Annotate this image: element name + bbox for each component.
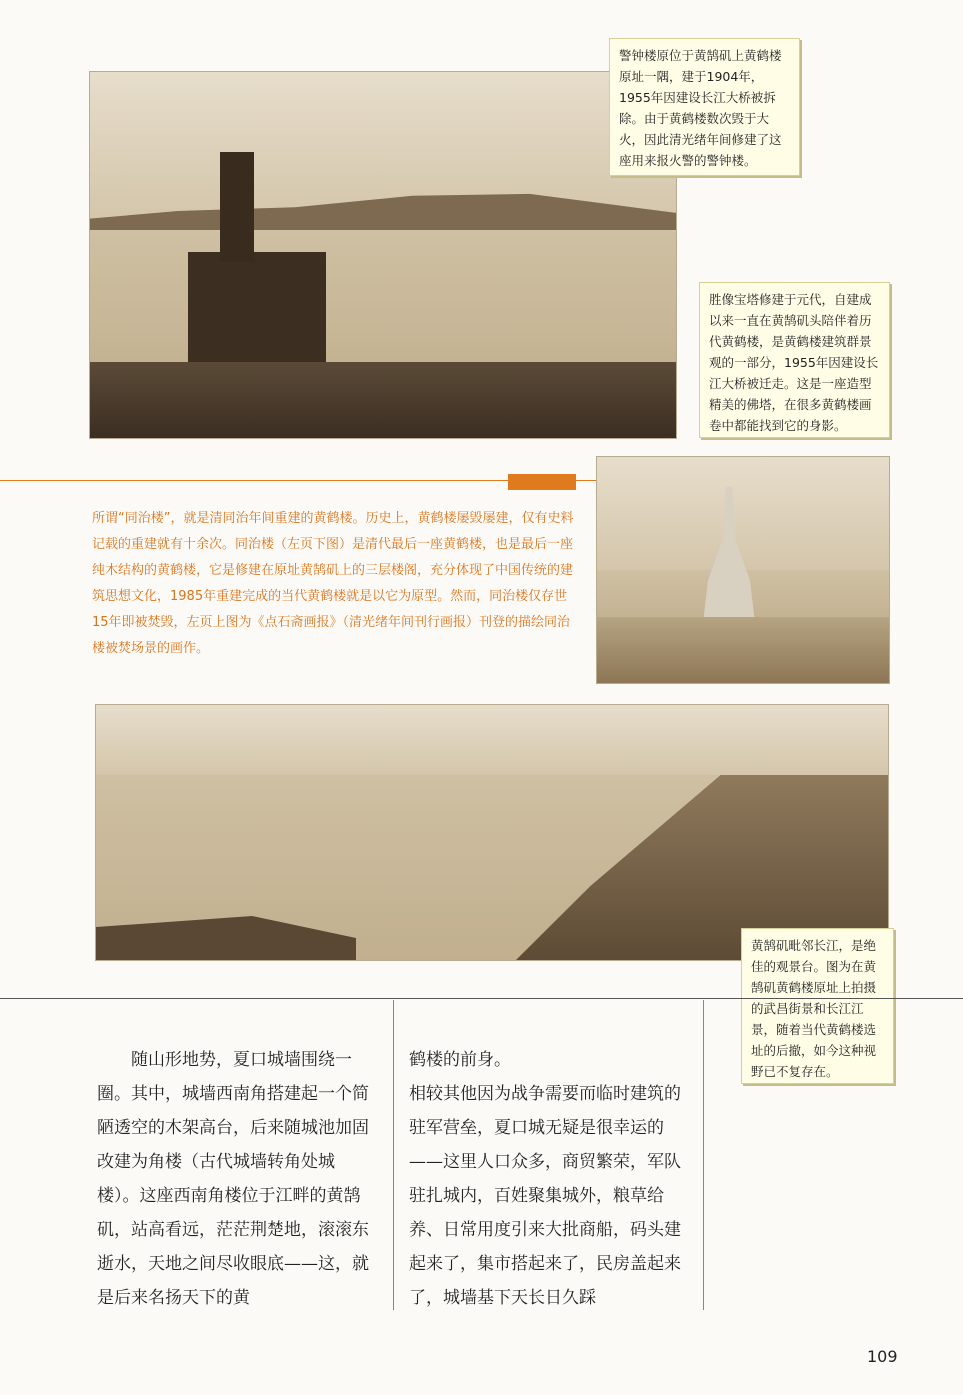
content-rule xyxy=(0,998,963,999)
pagoda-caption: 胜像宝塔修建于元代，自建成以来一直在黄鹄矶头陪伴着历代黄鹤楼，是黄鹤楼建筑群景观的一部分，1955年因建设长江大桥被迁走。这是一座造型精美的佛塔，在很多黄鹤楼画卷中都能找到它的身影。 xyxy=(699,282,890,438)
clock-tower-caption: 警钟楼原位于黄鹄矶上黄鹤楼原址一隅，建于1904年，1955年因建设长江大桥被拆除。由于黄鹤楼数次毁于大火，因此清光绪年间修建了这座用来报火警的警钟楼。 xyxy=(609,38,800,176)
orange-tab xyxy=(508,474,576,490)
sidebar-text: 所谓“同治楼”，就是清同治年间重建的黄鹤楼。历史上，黄鹤楼屡毁屡建，仅有史料记载的重建就有十余次。同治楼（左页下图）是清代最后一座黄鹤楼，也是最后一座纯木结构的黄鹤楼，它是修建在原址黄鹄矶上的三层楼阁，充分体现了中国传统的建筑思想文化，1985年重建完成的当代黄鹤楼就是以它为原型。然而，同治楼仅存世15年即被焚毁，左页上图为《点石斋画报》（清光绪年间刊行画报）刊登的描绘同治楼被焚场景的画作。 xyxy=(92,511,574,656)
riverfront-caption: 黄鹄矶毗邻长江，是绝佳的观景台。图为在黄鹄矶黄鹤楼原址上拍摄的武昌街景和长江江景，随着当代黄鹤楼选址的后撤，如今这种视野已不复存在。 xyxy=(741,928,894,1084)
page-number: 109 xyxy=(867,1347,898,1366)
pagoda-photo xyxy=(597,457,889,683)
column-divider xyxy=(393,1000,394,1310)
clock-tower-photo xyxy=(90,72,676,438)
body-column-1: 随山形地势，夏口城墙围绕一圈。其中，城墙西南角搭建起一个简陋透空的木架高台，后来随城池加固改建为角楼（古代城墙转角处城楼）。这座西南角楼位于江畔的黄鹄矶，站高看远，茫茫荆楚地，滚滚东逝水，天地之间尽收眼底——这，就是后来名扬天下的黄 xyxy=(97,1050,369,1308)
riverfront-photo xyxy=(96,705,888,960)
body-column-2: 鹤楼的前身。 相较其他因为战争需要而临时建筑的驻军营垒，夏口城无疑是很幸运的——这里人口众多，商贸繁荣，军队驻扎城内，百姓聚集城外，粮草给养、日常用度引来大批商船，码头建起来了，集市搭起来了，民房盖起来了，城墙基下天长日久踩 xyxy=(409,1050,681,1308)
column-divider-right xyxy=(703,1000,704,1310)
